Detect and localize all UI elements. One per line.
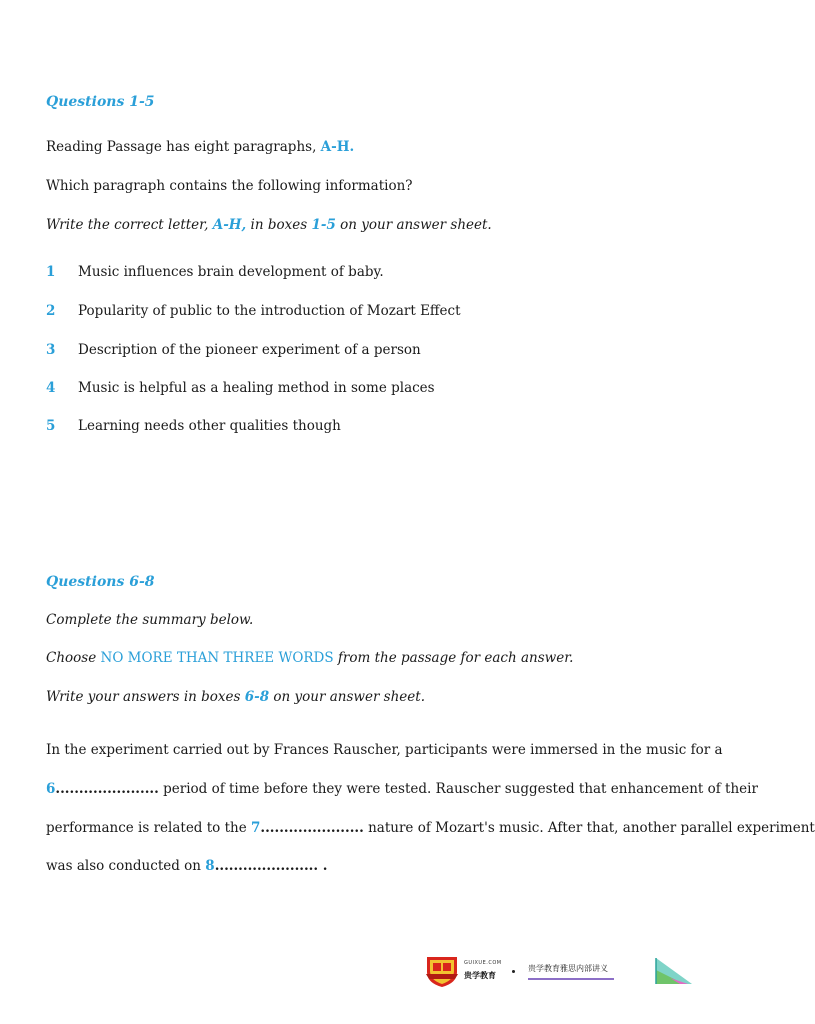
gap-6-blank: ...................... (55, 781, 159, 797)
question-prompt: Which paragraph contains the following information? (46, 178, 413, 194)
footer-dot (512, 970, 515, 973)
choose-pre: Choose (46, 650, 101, 666)
summary-line-4 (46, 858, 328, 874)
write-pre: Write your answers in boxes (46, 689, 245, 705)
footer-site: GUIXUE.COM (464, 960, 502, 966)
write-boxes: 6-8 (244, 689, 270, 705)
instruction-line (46, 217, 492, 233)
instruction-mid: in boxes (246, 217, 312, 233)
intro-range: A-H. (320, 139, 355, 155)
question-text: Music influences brain development of baby. (78, 264, 384, 280)
question-text: Learning needs other qualities though (78, 418, 341, 434)
question-text: Music is helpful as a healing method in some places (78, 380, 435, 396)
question-text: Popularity of public to the introduction of Mozart Effect (78, 303, 461, 319)
gap-8-number: 8 (205, 858, 215, 874)
questions-1-5-heading: Questions 1-5 (46, 94, 155, 110)
questions-6-8-heading: Questions 6-8 (46, 574, 155, 590)
instruction-post: on your answer sheet. (335, 217, 492, 233)
word-limit: NO MORE THAN THREE WORDS (100, 650, 334, 666)
summary-line-3-post: nature of Mozart's music. After that, another parallel experiment (363, 820, 815, 836)
write-post: on your answer sheet. (269, 689, 426, 705)
question-number: 3 (46, 342, 56, 358)
choose-post: from the passage for each answer. (333, 650, 574, 666)
footer-brand: 贵学教育 (464, 971, 496, 980)
footer-subtitle: 贵学教育雅思内部讲义 (528, 964, 608, 973)
summary-line-3-pre: performance is related to the (46, 820, 251, 836)
intro-line (46, 139, 354, 155)
instruction-boxes: 1-5 (311, 217, 336, 233)
gap-7-blank: ...................... (260, 820, 364, 836)
intro-text: Reading Passage has eight paragraphs, (46, 139, 321, 155)
gap-8-blank: ...................... . (214, 858, 328, 874)
summary-line-3 (46, 820, 815, 836)
question-number: 5 (46, 418, 56, 434)
question-number: 1 (46, 264, 56, 280)
gap-6-number: 6 (46, 781, 56, 797)
school-shield-logo (424, 954, 460, 988)
summary-line-2-text: period of time before they were tested. Rauscher suggested that enhancement of their (158, 781, 758, 797)
gap-7-number: 7 (251, 820, 261, 836)
choose-line (46, 650, 573, 666)
instruction-pre: Write the correct letter, (46, 217, 213, 233)
footer-underline (528, 978, 614, 980)
write-answers-line (46, 689, 425, 705)
summary-line-2 (46, 781, 758, 797)
summary-line-1: In the experiment carried out by Frances Rauscher, participants were immersed in the music for a (46, 742, 723, 758)
complete-summary-line: Complete the summary below. (46, 612, 254, 628)
corner-decoration-icon (654, 956, 694, 986)
question-number: 2 (46, 303, 56, 319)
question-number: 4 (46, 380, 56, 396)
question-text: Description of the pioneer experiment of a person (78, 342, 421, 358)
summary-line-4-pre: was also conducted on (46, 858, 206, 874)
instruction-letters: A-H, (212, 217, 247, 233)
